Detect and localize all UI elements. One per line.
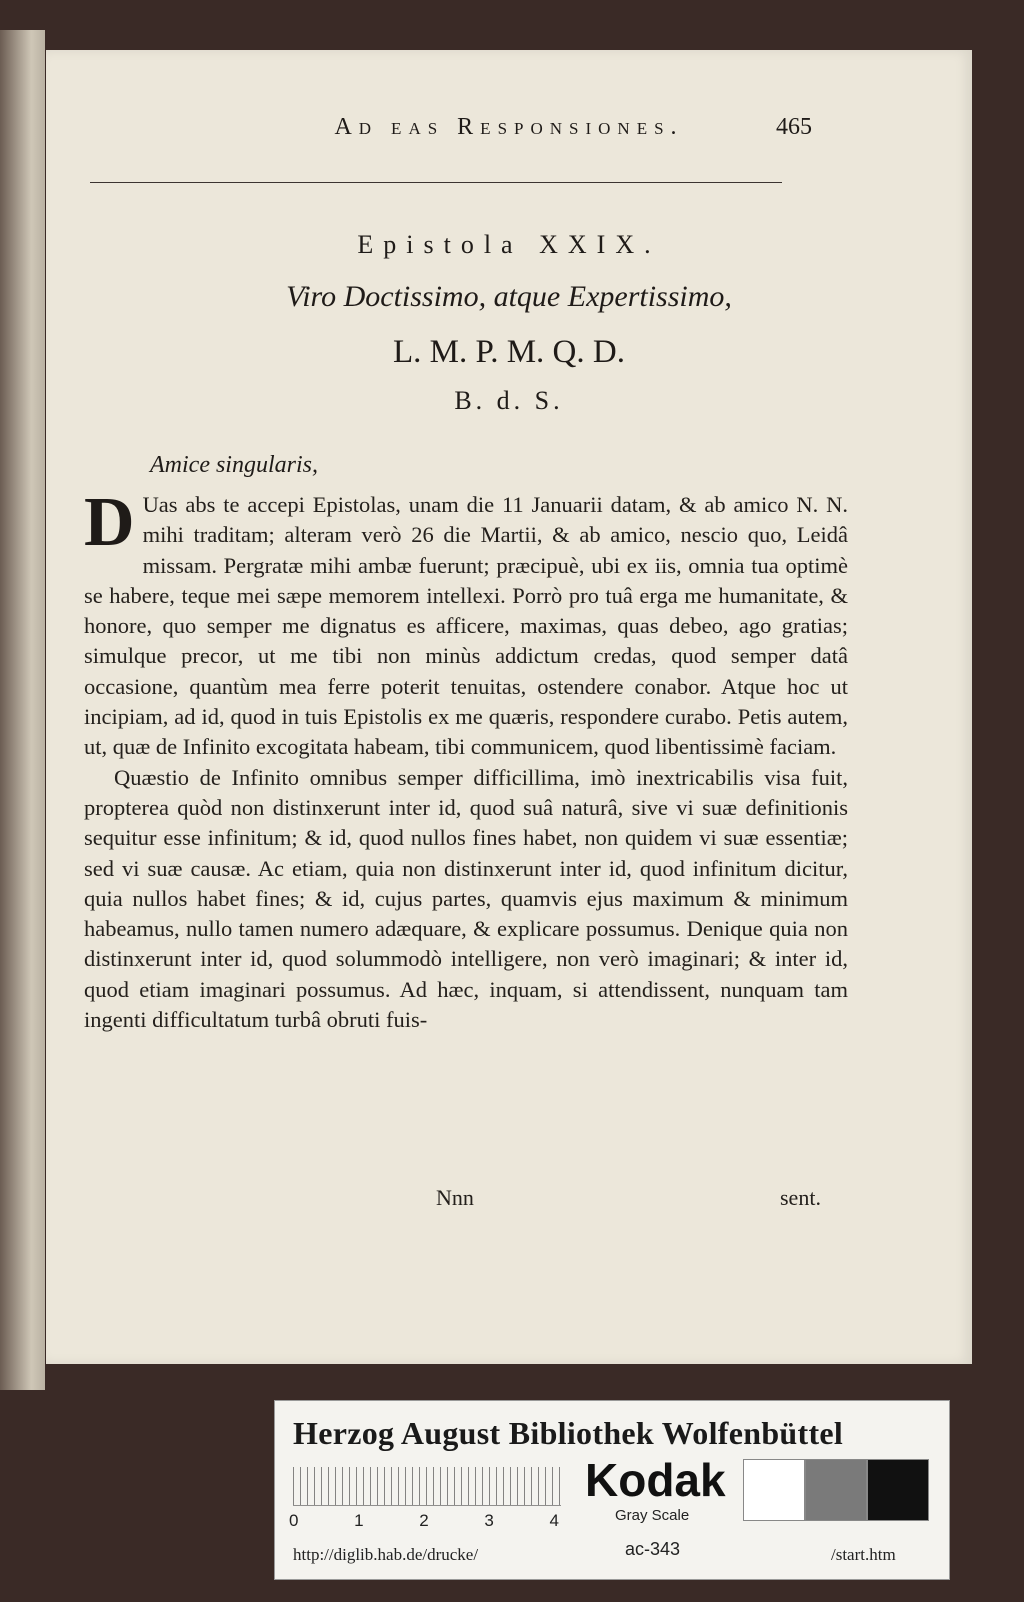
library-target-card: [274, 1400, 950, 1580]
catchword: sent.: [780, 1185, 821, 1210]
epistola-title: Epistola XXIX.: [357, 230, 661, 259]
kodak-logo: Kodak: [585, 1454, 726, 1506]
swatch-black: [867, 1459, 929, 1521]
ruler-number: 3: [484, 1511, 494, 1530]
ruler-number: 4: [549, 1511, 559, 1530]
paragraph-1: [84, 484, 848, 763]
book-page: [46, 50, 972, 1364]
running-head-title: Ad eas Responsiones.: [334, 114, 684, 140]
ruler-number: 2: [419, 1511, 429, 1530]
letter-body: [84, 484, 848, 1035]
gray-scale-swatches: [743, 1459, 929, 1521]
ruler-numbers: [289, 1511, 559, 1531]
dedication-line: Viro Doctissimo, atque Expertissimo,: [286, 280, 732, 313]
page-number: 465: [776, 114, 812, 140]
swatch-white: [743, 1459, 805, 1521]
library-name: Herzog August Bibliothek Wolfenbüttel: [293, 1415, 844, 1451]
paragraph-2: Quæstio de Infinito omnibus semper difficillima, imò inextricabilis visa fuit, propterea quòd non distinxerunt inter id, quod suâ naturâ, sive vi suæ definitionis sequitur esse infinitum; & id, quod nullos fines habet, non quidem vi suæ essentiæ; sed vi suæ causæ. Ac etiam, quia non distinxerunt inter id, quod infinitum dicitur, quia nullos habet fines; & id, cujus partes, quamvis ejus maximum & minimum habeamus, nullo tamen numero adæquare, & explicare possumus. Denique quia non distinxerunt inter id, quod solummodò intelligere, non verò imaginari; & inter id, quod etiam imaginari possumus. Ad hæc, inquam, si attendissent, nunquam tam ingenti difficultatum turbâ obruti fuis-: [84, 764, 848, 1033]
shelfmark-code: ac-343: [625, 1539, 681, 1559]
url-suffix-link[interactable]: /start.htm: [831, 1545, 896, 1564]
paragraph-1-text: Uas abs te accepi Epistolas, unam die 11 Januarii datam, & ab amico N. N. mihi traditam; alteram verò 26 die Martii, & ab amico, nescio quo, Leidâ missam. Pergratæ mihi ambæ fuerunt; præcipuè, ubi ex iis, omnia tua optimè se habere, teque mei sæpe memorem intellexi. Porrò pro tuâ erga me humanitate, & honore, quo semper me dignatus es afficere, maximas, quas debeo, ago gratias; simulque precor, ut me tibi non minùs addictum credas, quod semper datâ occasione, quantùm mea ferre poterit tenuitas, ostendere conabor. Atque hoc ut incipiam, ad id, quod in tuis Epistolis ex me quæris, respondere curabo. Petis autem, ut, quæ de Infinito excogitata habeam, tibi communicem, quod libentissimè faciam.: [84, 492, 848, 760]
ruler-number: 0: [289, 1511, 299, 1530]
url-base-link[interactable]: http://diglib.hab.de/drucke/: [293, 1545, 479, 1564]
recipient-initials: L. M. P. M. Q. D.: [393, 334, 625, 370]
scale-ruler: [293, 1467, 561, 1506]
sender-initials: B. d. S.: [454, 386, 564, 415]
swatch-gray: [805, 1459, 867, 1521]
signature-mark: Nnn: [436, 1185, 474, 1210]
drop-cap: D: [84, 484, 135, 561]
gray-scale-label: Gray Scale: [615, 1507, 690, 1524]
adjacent-page-edge: [0, 30, 45, 1390]
ruler-number: 1: [354, 1511, 364, 1530]
running-head: [46, 114, 972, 144]
salutation: Amice singularis,: [150, 452, 318, 478]
header-rule: [90, 182, 782, 183]
